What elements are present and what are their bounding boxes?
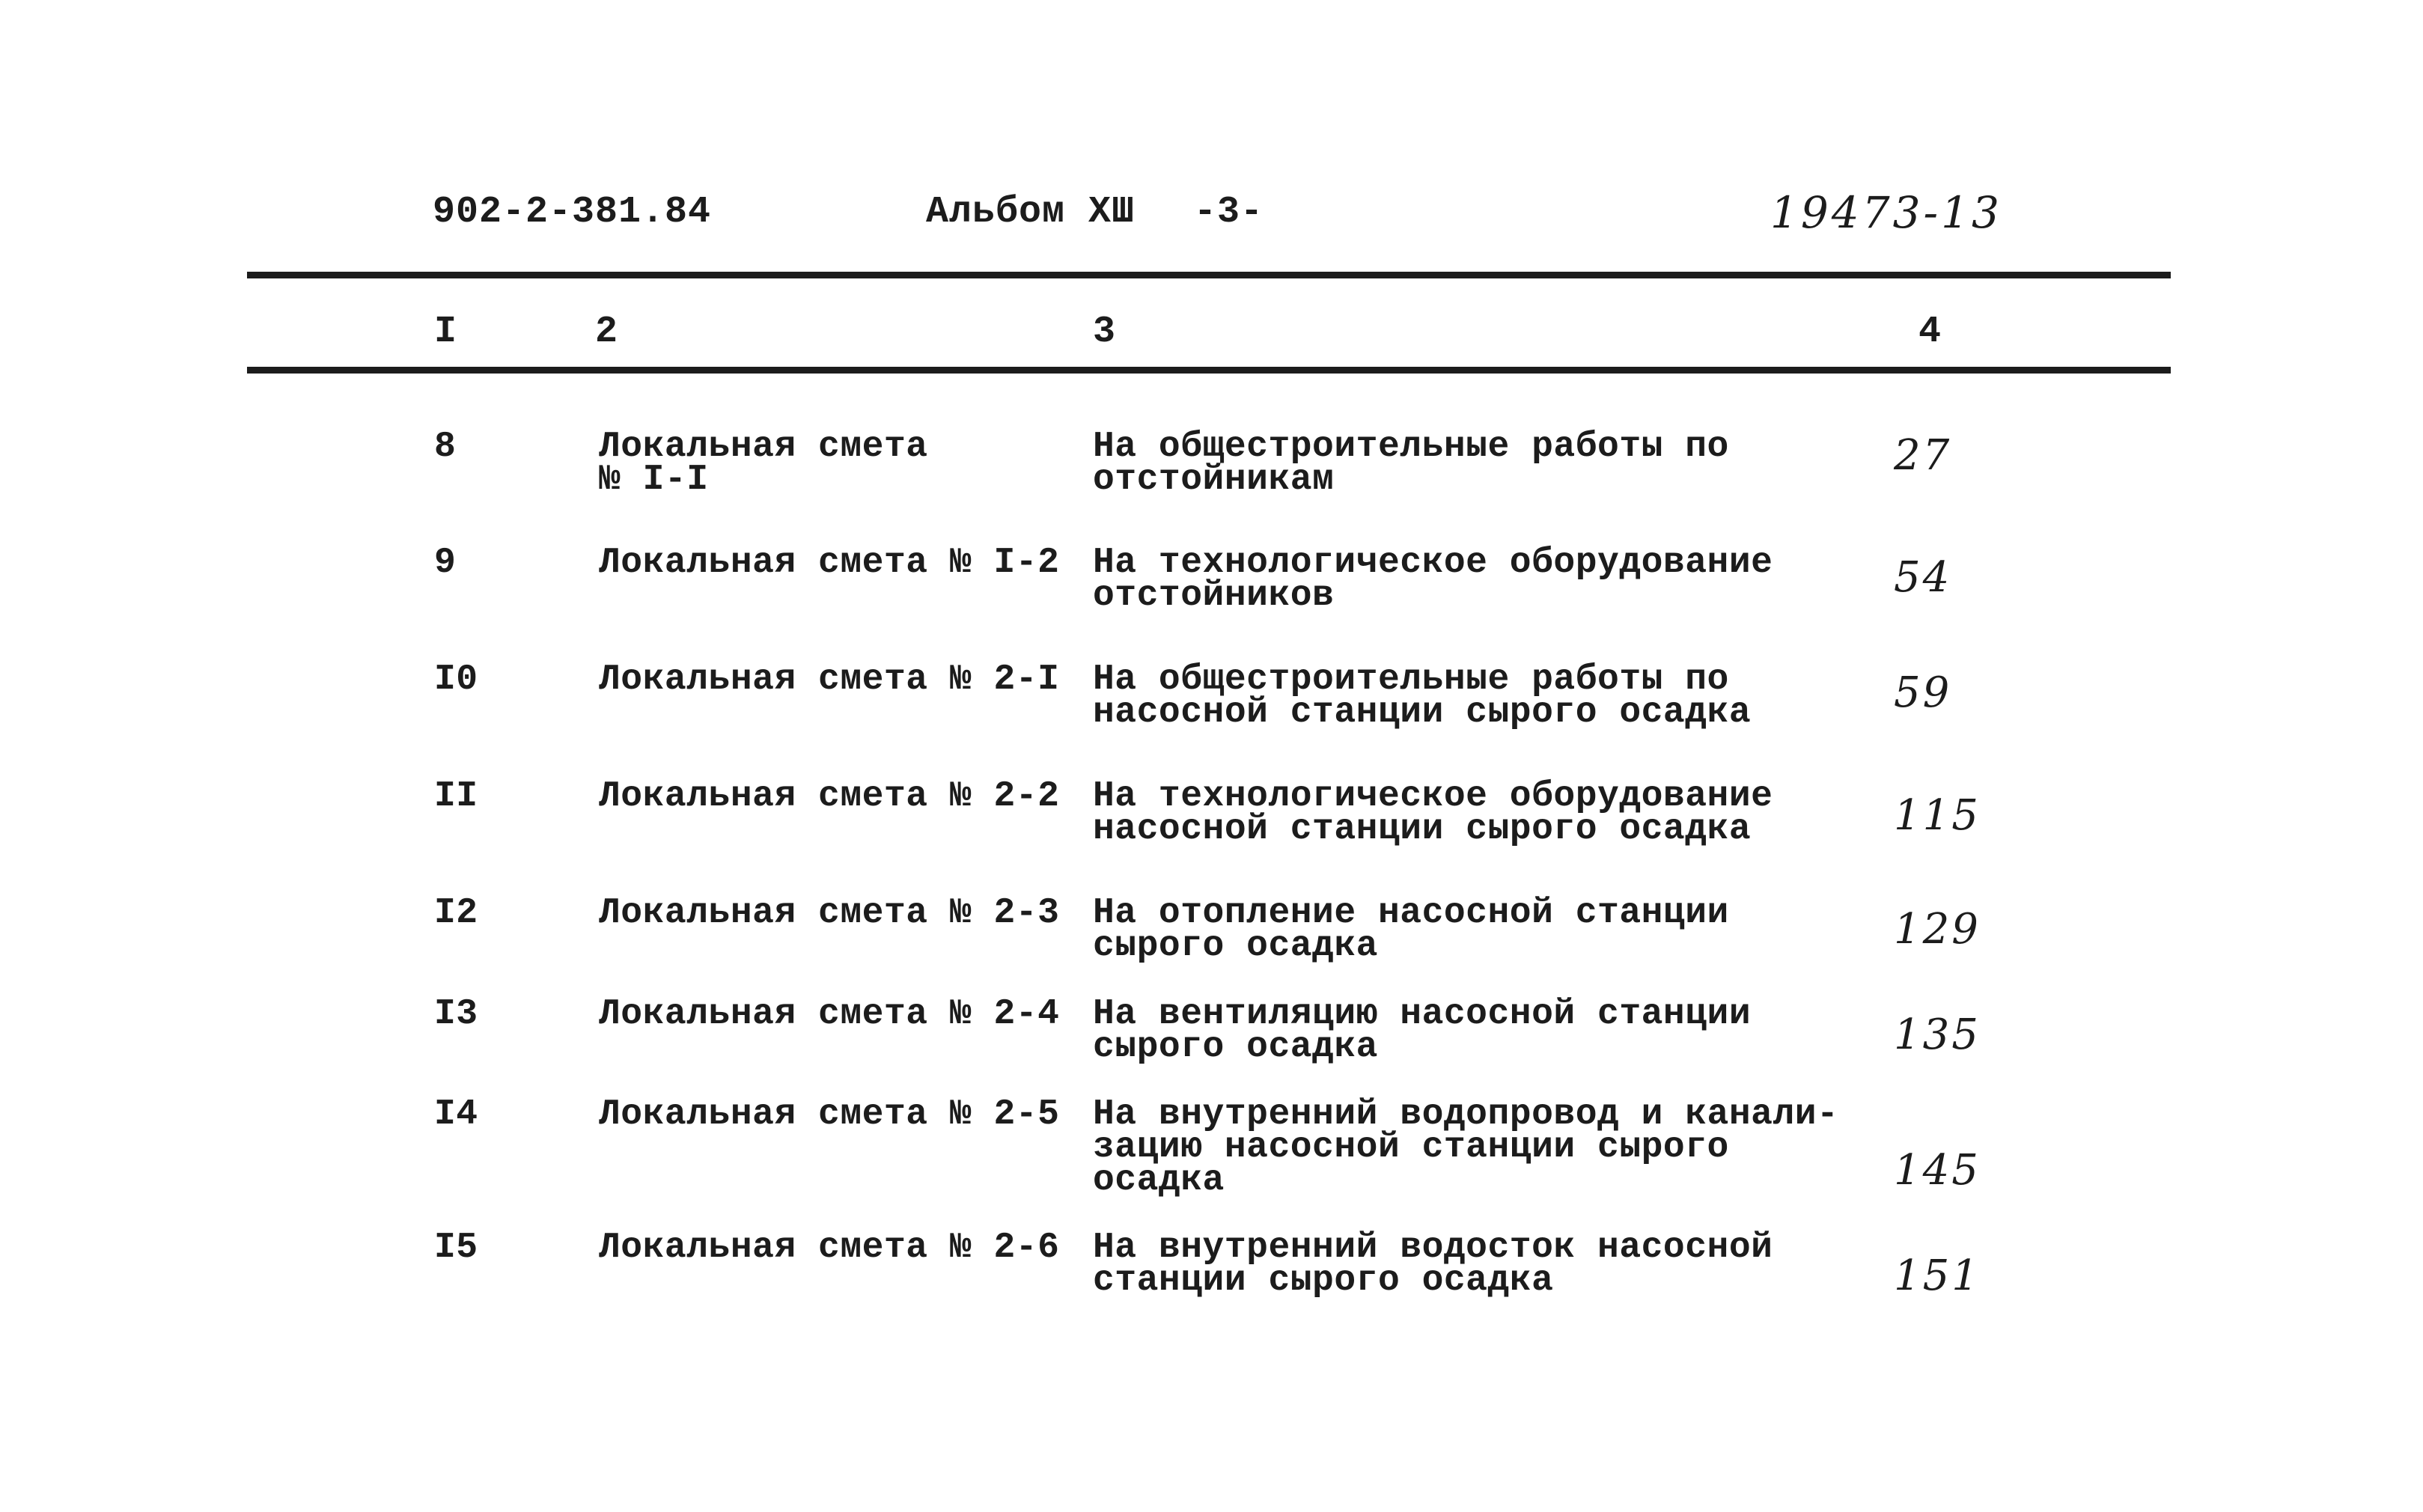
row-document: Локальная смета № 2-I xyxy=(599,659,1060,700)
row-page: 59 xyxy=(1894,668,1952,717)
row-document: Локальная смета № 2-5 xyxy=(599,1094,1060,1135)
row-page: 54 xyxy=(1894,553,1952,602)
row-description: На технологическое оборудование отстойников xyxy=(1093,543,1773,616)
column-header-3: 3 xyxy=(1093,311,1116,353)
row-description: На внутренний водосток насосной станции сырого осадка xyxy=(1093,1228,1773,1301)
row-number: 8 xyxy=(434,427,457,467)
table-header-rule xyxy=(247,367,2171,374)
page-number: -3- xyxy=(1194,191,1264,234)
row-document: Локальная смета № 2-4 xyxy=(599,994,1060,1034)
row-document: Локальная смета № I-I xyxy=(599,427,928,500)
row-number: I3 xyxy=(434,994,478,1034)
row-description: На общестроительные работы по отстойникам xyxy=(1093,427,1729,500)
row-document: Локальная смета № I-2 xyxy=(599,543,1060,583)
row-page: 145 xyxy=(1894,1146,1981,1195)
row-number: I0 xyxy=(434,659,478,700)
row-document: Локальная смета № 2-2 xyxy=(599,776,1060,817)
row-description: На общестроительные работы по насосной станции сырого осадка xyxy=(1093,659,1752,733)
row-number: I4 xyxy=(434,1094,478,1135)
row-description: На внутренний водопровод и канали- зацию насосной станции сырого осадка xyxy=(1093,1094,1839,1201)
row-page: 135 xyxy=(1894,1010,1981,1059)
row-description: На технологическое оборудование насосной станции сырого осадка xyxy=(1093,776,1773,850)
row-page: 27 xyxy=(1894,431,1952,480)
document-code: 902-2-381.84 xyxy=(433,191,712,234)
row-document: Локальная смета № 2-3 xyxy=(599,893,1060,933)
row-page: 129 xyxy=(1894,905,1981,954)
handwritten-inventory-number: 19473-13 xyxy=(1770,187,2002,238)
row-document: Локальная смета № 2-6 xyxy=(599,1228,1060,1268)
row-page: 151 xyxy=(1894,1252,1981,1300)
row-number: I2 xyxy=(434,893,478,933)
album-label: Альбом ХШ xyxy=(926,191,1136,234)
column-header-2: 2 xyxy=(595,311,618,353)
row-number: II xyxy=(434,776,478,817)
row-description: На вентиляцию насосной станции сырого осадка xyxy=(1093,994,1752,1067)
row-page: 115 xyxy=(1894,791,1981,840)
row-number: I5 xyxy=(434,1228,478,1268)
table-top-rule xyxy=(247,272,2171,278)
column-header-4: 4 xyxy=(1918,311,1942,353)
row-description: На отопление насосной станции сырого осадка xyxy=(1093,893,1729,966)
column-header-1: I xyxy=(434,311,457,353)
row-number: 9 xyxy=(434,543,457,583)
